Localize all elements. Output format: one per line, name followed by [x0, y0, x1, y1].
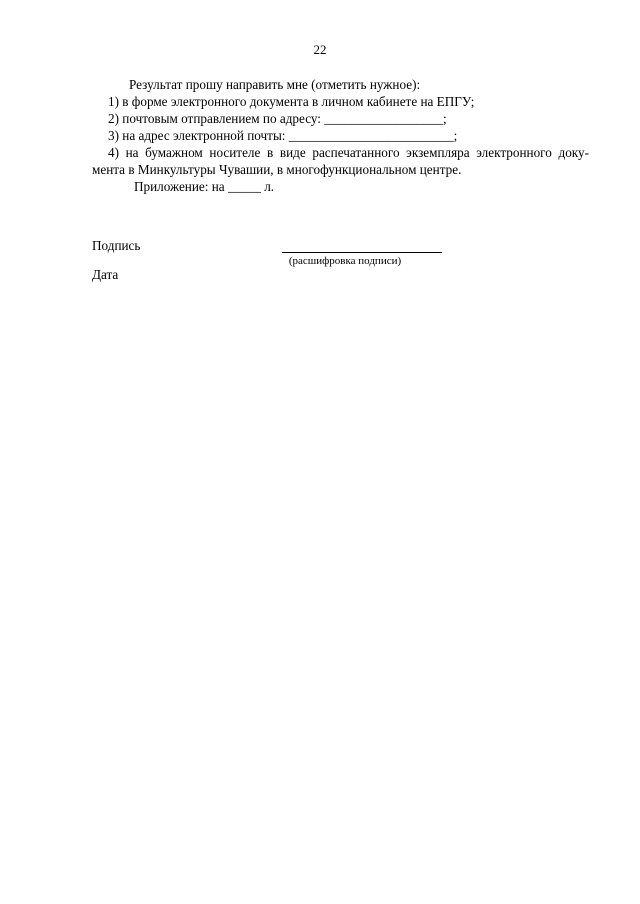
signature-label: Подпись	[92, 238, 141, 253]
page-number: 22	[313, 42, 327, 57]
option-2: 2) почтовым отправлением по адресу: __________________;	[108, 111, 447, 126]
attachment-line: Приложение: на _____ л.	[134, 179, 275, 194]
option-1: 1) в форме электронного документа в личном кабинете на ЕПГУ;	[108, 94, 475, 109]
request-section	[92, 76, 589, 195]
signature-line	[282, 244, 442, 253]
request-intro: Результат прошу направить мне (отметить нужное):	[129, 77, 421, 92]
option-3: 3) на адрес электронной почты: _________________________;	[108, 128, 458, 143]
date-label: Дата	[92, 267, 119, 282]
option-4-continuation: мента в Минкультуры Чувашии, в многофункциональном центре.	[92, 162, 462, 177]
signature-caption: (расшифровка подписи)	[288, 255, 402, 267]
option-4: 4) на бумажном носителе в виде распечатанного экземпляра электронного доку-	[108, 145, 589, 160]
